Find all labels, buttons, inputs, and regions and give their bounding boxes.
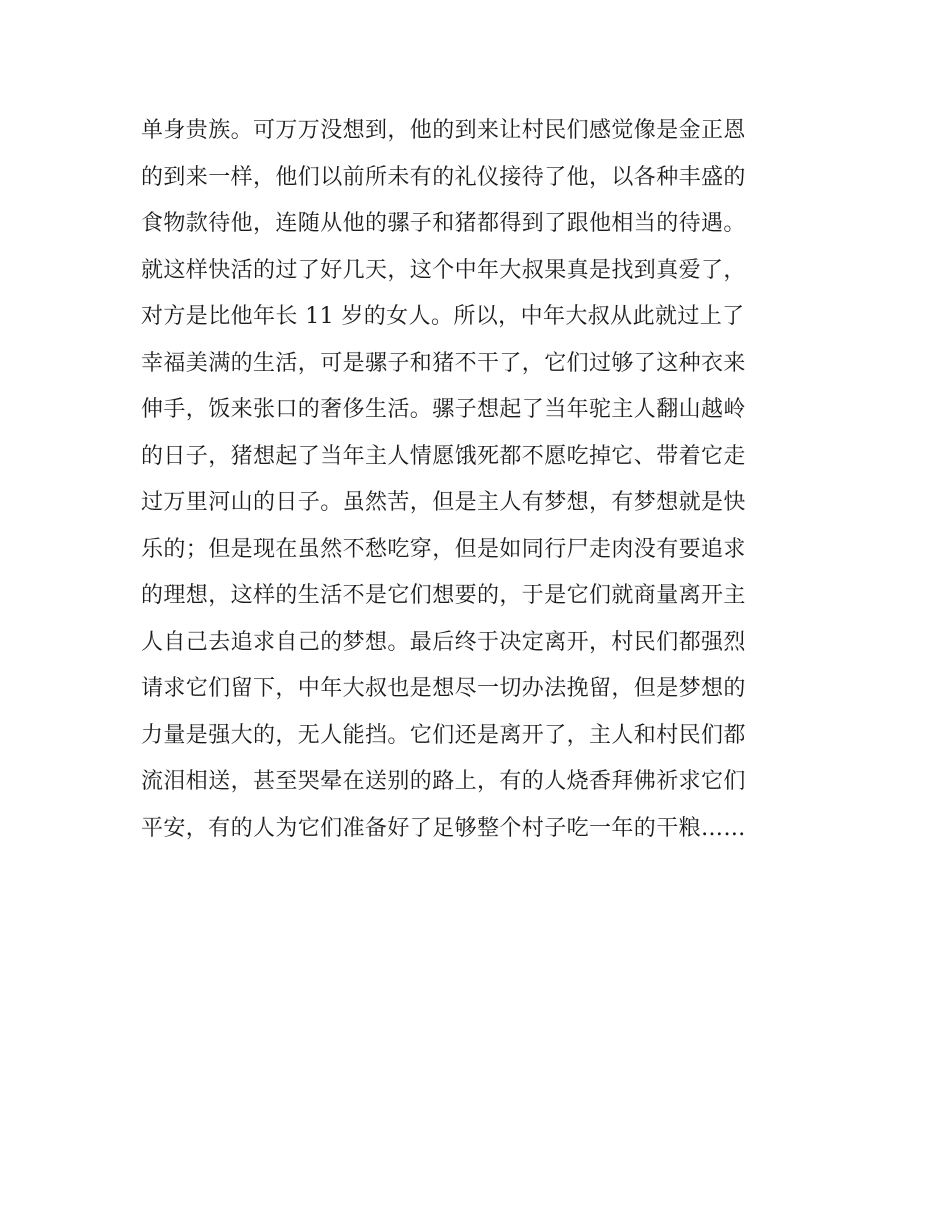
text-line: 的理想，这样的生活不是它们想要的，于是它们就商量离开主	[141, 583, 746, 608]
text-line: 伸手，饭来张口的奢侈生活。骡子想起了当年驼主人翻山越岭	[141, 397, 746, 422]
text-line: 幸福美满的生活，可是骡子和猪不干了，它们过够了这种衣来	[141, 350, 746, 376]
text-line: 请求它们留下，中年大叔也是想尽一切办法挽留，但是梦想的	[141, 676, 746, 701]
text-line: 就这样快活的过了好几天，这个中年大叔果真是找到真爱了，	[141, 257, 746, 283]
text-line: 对方是比他年长 11 岁的女人。所以，中年大叔从此就过上了	[141, 304, 745, 329]
text-line: 乐的；但是现在虽然不愁吃穿，但是如同行尸走肉没有要追求	[141, 536, 746, 562]
body-paragraph	[141, 108, 821, 852]
text-line: 人自己去追求自己的梦想。最后终于决定离开，村民们都强烈	[141, 629, 746, 655]
text-line: 过万里河山的日子。虽然苦，但是主人有梦想，有梦想就是快	[141, 490, 746, 515]
text-line: 平安，有的人为它们准备好了足够整个村子吃一年的干粮……	[141, 815, 746, 841]
text-line: 力量是强大的，无人能挡。它们还是离开了，主人和村民们都	[141, 722, 746, 748]
text-line: 的到来一样，他们以前所未有的礼仪接待了他，以各种丰盛的	[141, 164, 746, 190]
text-line: 流泪相送，甚至哭晕在送别的路上，有的人烧香拜佛祈求它们	[141, 769, 746, 794]
text-line: 单身贵族。可万万没想到，他的到来让村民们感觉像是金正恩	[141, 118, 746, 143]
text-line: 的日子，猪想起了当年主人情愿饿死都不愿吃掉它、带着它走	[141, 443, 746, 469]
text-line: 食物款待他，连随从他的骡子和猪都得到了跟他相当的待遇。	[141, 211, 746, 236]
